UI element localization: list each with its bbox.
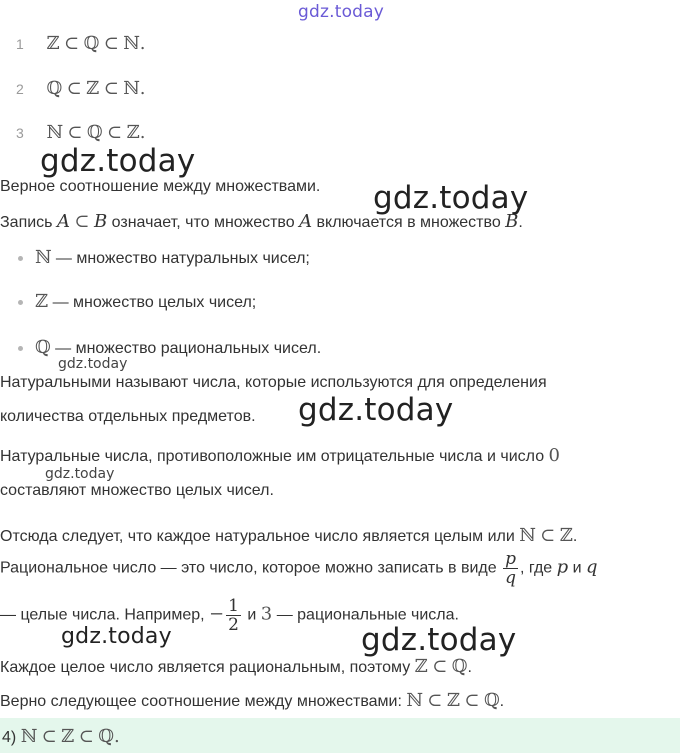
list-item (18, 247, 310, 268)
text: Отсюда следует, что каждое натуральное число является целым или (0, 528, 515, 545)
bullet-icon (18, 300, 23, 305)
option-3 (16, 122, 145, 143)
paragraph-line: количества отдельных предметов. (0, 408, 256, 425)
period: . (113, 726, 120, 747)
numerator: p (505, 549, 516, 569)
paragraph-line: Каждое целое число является рациональным, поэтому ℤ ⊂ ℚ. (0, 656, 472, 677)
option-number: 2 (16, 81, 24, 97)
set-symbol: ℕ (46, 122, 63, 143)
paragraph-line: Верно следующее соотношение между множествами: ℕ ⊂ ℤ ⊂ ℚ. (0, 690, 505, 711)
text: Натуральные числа, противоположные им отрицательные числа и число (0, 448, 545, 465)
option-2 (16, 78, 145, 99)
math-var: A (299, 211, 313, 232)
answer-number: 4) (2, 729, 17, 746)
text: и (572, 559, 582, 577)
subset-symbol: ⊂ (107, 122, 123, 143)
text: означает, что множество (107, 214, 300, 231)
set-symbol: ℚ (483, 690, 500, 711)
denominator: 2 (228, 615, 239, 635)
paragraph-line: Отсюда следует, что каждое натуральное число является целым или ℕ ⊂ ℤ. (0, 525, 578, 546)
set-symbol: ℤ (414, 656, 428, 677)
text: Рациональное число — это число, которое можно записать в виде (0, 559, 497, 577)
watermark: gdz.today (45, 466, 115, 482)
watermark: gdz.today (298, 392, 454, 428)
set-symbol: ℚ (35, 337, 51, 358)
set-symbol: ℤ (446, 690, 460, 711)
subset-symbol: ⊂ (427, 690, 443, 711)
subset-symbol: ⊂ (78, 726, 94, 747)
option-1 (16, 33, 145, 54)
bullet-icon (18, 346, 23, 351)
watermark: gdz.today (373, 180, 529, 216)
math-var: A (56, 211, 70, 232)
subset-symbol: ⊂ (74, 211, 90, 232)
set-symbol: ℤ (35, 291, 49, 312)
fraction (226, 597, 241, 634)
denominator: q (505, 568, 516, 588)
text: Верно следующее соотношение между множествами: (0, 693, 402, 710)
subset-symbol: ⊂ (103, 78, 119, 99)
numerator: 1 (228, 596, 239, 616)
set-symbol: ℤ (126, 122, 140, 143)
subset-symbol: ⊂ (66, 78, 82, 99)
subset-symbol: ⊂ (64, 33, 80, 54)
option-number: 3 (16, 125, 24, 141)
text: Каждое целое число является рациональным, поэтому (0, 659, 411, 676)
text: включается в множество (312, 214, 506, 231)
set-symbol: ℚ (83, 33, 100, 54)
watermark: gdz.today (40, 143, 196, 179)
set-symbol: ℕ (123, 33, 140, 54)
subset-symbol: ⊂ (540, 525, 556, 546)
set-symbol: ℚ (46, 78, 63, 99)
section-heading: Верное соотношение между множествами. (0, 178, 321, 195)
math-var: B (505, 211, 519, 232)
math-number: 3 (260, 603, 273, 625)
watermark: gdz.today (361, 622, 517, 658)
period: . (139, 33, 146, 54)
watermark-top: gdz.today (298, 2, 385, 22)
set-symbol: ℤ (559, 525, 573, 546)
subset-symbol: ⊂ (464, 690, 480, 711)
math-number: 0 (548, 445, 560, 466)
subset-symbol: ⊂ (67, 122, 83, 143)
list-item (18, 337, 321, 358)
minus-sign: − (209, 603, 225, 625)
fraction (503, 550, 518, 587)
list-item (18, 291, 256, 312)
paragraph-line: Натуральными называют числа, которые используются для определения (0, 374, 547, 391)
set-symbol: ℕ (35, 247, 52, 268)
text: — множество натуральных чисел; (51, 250, 310, 267)
math-var: q (586, 556, 598, 578)
watermark: gdz.today (58, 356, 128, 372)
set-symbol: ℕ (406, 690, 423, 711)
set-symbol: ℚ (86, 122, 103, 143)
set-symbol: ℤ (86, 78, 100, 99)
subset-symbol: ⊂ (432, 656, 448, 677)
paragraph-line (0, 445, 560, 466)
period: . (139, 78, 146, 99)
text: — целые числа. Например, (0, 606, 205, 624)
subset-symbol: ⊂ (41, 726, 57, 747)
set-symbol: ℚ (98, 726, 114, 747)
option-number: 1 (16, 36, 24, 52)
text: . (518, 214, 523, 231)
set-symbol: ℤ (61, 726, 75, 747)
set-symbol: ℕ (519, 525, 536, 546)
text: и (247, 606, 257, 624)
watermark: gdz.today (61, 624, 172, 649)
set-symbol: ℕ (20, 726, 38, 747)
paragraph-line (0, 550, 598, 587)
answer-line (2, 726, 120, 747)
definition-line (0, 211, 523, 232)
math-var: p (556, 556, 569, 578)
text: — множество рациональных чисел. (50, 340, 322, 357)
text: Запись (0, 214, 57, 231)
text: — рациональные числа. (276, 606, 459, 624)
text: — множество целых чисел; (48, 294, 257, 311)
math-var: B (93, 211, 108, 232)
paragraph-line: составляют множество целых чисел. (0, 482, 274, 499)
set-symbol: ℚ (451, 656, 468, 677)
bullet-icon (18, 256, 23, 261)
text: , где (519, 559, 553, 577)
period: . (139, 122, 146, 143)
set-symbol: ℕ (123, 78, 140, 99)
subset-symbol: ⊂ (103, 33, 119, 54)
set-symbol: ℤ (46, 33, 60, 54)
